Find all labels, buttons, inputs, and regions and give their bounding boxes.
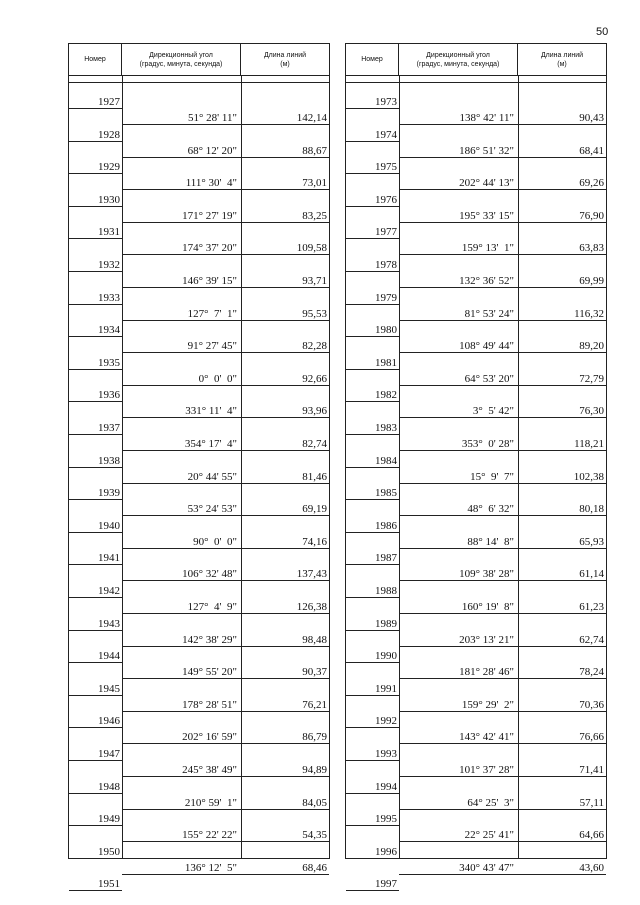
- row-divider: [69, 858, 122, 859]
- row-divider: [122, 417, 329, 418]
- direction-angle: 48° 6' 32": [467, 503, 514, 516]
- row-divider: [122, 809, 329, 810]
- point-number: 1929: [98, 161, 120, 174]
- direction-angle: 132° 36' 52": [459, 275, 514, 287]
- line-length: 94,89: [302, 764, 327, 776]
- row-divider: [399, 841, 606, 842]
- line-length: 88,67: [302, 144, 327, 157]
- line-length: 71,41: [579, 764, 604, 776]
- row-divider: [69, 304, 122, 305]
- line-length: 93,71: [302, 275, 327, 287]
- header-gap-band: [69, 76, 329, 83]
- line-length: 69,99: [579, 275, 604, 287]
- point-number: 1937: [98, 422, 120, 434]
- line-length: 70,36: [579, 698, 604, 711]
- row-divider: [346, 238, 399, 239]
- row-divider: [122, 613, 329, 614]
- row-divider: [399, 189, 606, 190]
- row-divider: [346, 695, 399, 696]
- line-length: 61,23: [579, 601, 604, 613]
- row-divider: [122, 254, 329, 255]
- line-length: 61,14: [579, 568, 604, 581]
- direction-angle: 203° 13' 21": [459, 633, 514, 646]
- point-number: 1984: [375, 454, 397, 467]
- row-divider: [69, 206, 122, 207]
- row-divider: [69, 597, 122, 598]
- direction-angle: 354° 17' 4": [184, 438, 237, 450]
- direction-angle: 0° 0' 0": [198, 372, 237, 385]
- direction-angle: 108° 49' 44": [459, 340, 514, 353]
- direction-angle: 64° 53' 20": [464, 372, 514, 385]
- line-length: 118,21: [574, 438, 604, 450]
- row-divider: [122, 189, 329, 190]
- line-length: 76,21: [302, 698, 327, 711]
- row-divider: [69, 238, 122, 239]
- point-number: 1991: [375, 682, 397, 695]
- point-number: 1940: [98, 519, 120, 532]
- header-angle: Дирекционный угол (градус, минута, секунда): [399, 44, 518, 76]
- row-divider: [122, 678, 329, 679]
- point-number: 1995: [375, 813, 397, 826]
- row-divider: [122, 385, 329, 386]
- row-divider: [346, 858, 399, 859]
- row-divider: [69, 369, 122, 370]
- direction-angle: 90° 0' 0": [193, 535, 237, 548]
- row-divider: [346, 206, 399, 207]
- point-number: 1943: [98, 617, 120, 630]
- row-divider: [69, 793, 122, 794]
- direction-angle: 22° 25' 41": [464, 829, 514, 842]
- row-divider: [399, 548, 606, 549]
- line-length: 90,37: [302, 666, 327, 679]
- row-divider: [122, 841, 329, 842]
- direction-angle: 143° 42' 41": [459, 731, 514, 744]
- direction-angle: 68° 12' 20": [187, 144, 237, 157]
- row-divider: [122, 874, 329, 875]
- row-divider: [346, 662, 399, 663]
- row-divider: [399, 483, 606, 484]
- line-length: 72,79: [579, 372, 604, 385]
- point-number: 1930: [98, 193, 120, 206]
- row-divider: [346, 467, 399, 468]
- row-divider: [69, 336, 122, 337]
- direction-angle: 245° 38' 49": [182, 764, 237, 776]
- row-divider: [346, 499, 399, 500]
- point-number: 1942: [98, 585, 120, 597]
- direction-angle: 106° 32' 48": [182, 568, 237, 581]
- row-divider: [399, 352, 606, 353]
- row-divider: [346, 760, 399, 761]
- direction-angle: 15° 9' 7": [470, 470, 514, 483]
- line-length: 142,14: [296, 112, 327, 124]
- direction-angle: 101° 37' 28": [459, 764, 514, 776]
- row-divider: [122, 515, 329, 516]
- row-divider: [69, 825, 122, 826]
- line-length: 82,74: [302, 438, 327, 450]
- line-length: 73,01: [302, 177, 327, 190]
- point-number: 1993: [375, 748, 397, 760]
- header-angle: Дирекционный угол (градус, минута, секунда): [122, 44, 241, 76]
- point-number: 1977: [375, 226, 397, 239]
- point-number: 1981: [375, 356, 397, 369]
- point-number: 1988: [375, 585, 397, 597]
- direction-angle: 20° 44' 55": [187, 470, 237, 483]
- point-number: 1976: [375, 193, 397, 206]
- row-divider: [122, 450, 329, 451]
- line-length: 83,25: [302, 209, 327, 222]
- row-divider: [346, 304, 399, 305]
- row-divider: [399, 222, 606, 223]
- line-length: 68,46: [302, 861, 327, 874]
- line-length: 76,90: [579, 209, 604, 222]
- line-length: 84,05: [302, 796, 327, 809]
- direction-angle: 149° 55' 20": [182, 666, 237, 679]
- row-divider: [399, 385, 606, 386]
- direction-angle: 202° 16' 59": [182, 731, 237, 744]
- row-divider: [122, 124, 329, 125]
- point-number: 1938: [98, 454, 120, 467]
- row-divider: [69, 434, 122, 435]
- direction-angle: 353° 0' 28": [461, 438, 514, 450]
- direction-angle: 146° 39' 15": [182, 275, 237, 287]
- point-number: 1947: [98, 748, 120, 760]
- row-divider: [69, 564, 122, 565]
- point-number: 1944: [98, 650, 120, 663]
- row-divider: [346, 727, 399, 728]
- row-divider: [399, 417, 606, 418]
- direction-angle: 64° 25' 3": [467, 796, 514, 809]
- header-length: Длина линий (м): [241, 44, 329, 76]
- row-divider: [346, 336, 399, 337]
- row-divider: [399, 613, 606, 614]
- row-divider: [346, 793, 399, 794]
- direction-angle: 81° 53' 24": [464, 307, 514, 320]
- point-number: 1983: [375, 422, 397, 434]
- line-length: 86,79: [302, 731, 327, 744]
- line-length: 93,96: [302, 405, 327, 418]
- row-divider: [346, 532, 399, 533]
- point-number: 1931: [98, 226, 120, 239]
- direction-angle: 91° 27' 45": [187, 340, 237, 353]
- row-divider: [122, 287, 329, 288]
- point-number: 1946: [98, 715, 120, 728]
- point-number: 1936: [98, 389, 120, 402]
- row-divider: [69, 108, 122, 109]
- row-divider: [122, 646, 329, 647]
- point-number: 1997: [375, 878, 397, 891]
- point-number: 1979: [375, 291, 397, 304]
- direction-angle: 159° 29' 2": [461, 698, 514, 711]
- point-number: 1982: [375, 389, 397, 402]
- line-length: 68,41: [579, 144, 604, 157]
- direction-angle: 178° 28' 51": [182, 698, 237, 711]
- row-divider: [399, 874, 606, 875]
- row-divider: [69, 401, 122, 402]
- point-number: 1996: [375, 845, 397, 858]
- line-length: 64,66: [579, 829, 604, 842]
- direction-angle: 138° 42' 11": [459, 112, 514, 124]
- line-length: 92,66: [302, 372, 327, 385]
- direction-angle: 53° 24' 53": [187, 503, 237, 516]
- point-number: 1928: [98, 128, 120, 141]
- row-divider: [69, 499, 122, 500]
- line-length: 116,32: [574, 307, 604, 320]
- row-divider: [69, 890, 122, 891]
- row-divider: [346, 597, 399, 598]
- row-divider: [399, 254, 606, 255]
- row-divider: [69, 467, 122, 468]
- point-number: 1941: [98, 552, 120, 565]
- point-number: 1932: [98, 259, 120, 271]
- line-length: 90,43: [579, 112, 604, 124]
- point-number: 1935: [98, 356, 120, 369]
- row-divider: [122, 548, 329, 549]
- row-divider: [122, 157, 329, 158]
- direction-angle: 51° 28' 11": [188, 112, 237, 124]
- line-length: 95,53: [302, 307, 327, 320]
- line-length: 98,48: [302, 633, 327, 646]
- row-divider: [399, 515, 606, 516]
- row-divider: [69, 662, 122, 663]
- row-divider: [69, 695, 122, 696]
- point-number: 1975: [375, 161, 397, 174]
- direction-angle: 159° 13' 1": [461, 242, 514, 255]
- line-length: 76,30: [579, 405, 604, 418]
- line-length: 80,18: [579, 503, 604, 516]
- direction-angle: 195° 33' 15": [459, 209, 514, 222]
- direction-angle: 160° 19' 8": [461, 601, 514, 613]
- point-number: 1948: [98, 780, 120, 793]
- row-divider: [346, 890, 399, 891]
- row-divider: [346, 108, 399, 109]
- direction-angle: 340° 43' 47": [459, 861, 514, 874]
- point-number: 1990: [375, 650, 397, 663]
- header-number: Номер: [346, 44, 399, 76]
- row-divider: [69, 760, 122, 761]
- direction-angle: 331° 11' 4": [185, 405, 237, 418]
- row-divider: [122, 711, 329, 712]
- header-length: Длина линий (м): [518, 44, 606, 76]
- line-length: 109,58: [296, 242, 327, 255]
- row-divider: [69, 141, 122, 142]
- row-divider: [399, 450, 606, 451]
- left-coordinates-table: [68, 43, 330, 891]
- row-divider: [122, 776, 329, 777]
- point-number: 1985: [375, 487, 397, 500]
- row-divider: [346, 564, 399, 565]
- point-number: 1987: [375, 552, 397, 565]
- row-divider: [399, 743, 606, 744]
- header-number: Номер: [69, 44, 122, 76]
- row-divider: [399, 646, 606, 647]
- row-divider: [122, 352, 329, 353]
- page-number: 50: [596, 26, 609, 38]
- line-length: 89,20: [579, 340, 604, 353]
- line-length: 63,83: [579, 242, 604, 255]
- row-divider: [399, 287, 606, 288]
- direction-angle: 202° 44' 13": [459, 177, 514, 190]
- point-number: 1978: [375, 259, 397, 271]
- line-length: 82,28: [302, 340, 327, 353]
- line-length: 54,35: [302, 829, 327, 842]
- row-divider: [399, 776, 606, 777]
- point-number: 1939: [98, 487, 120, 500]
- line-length: 69,26: [579, 177, 604, 190]
- point-number: 1986: [375, 519, 397, 532]
- direction-angle: 127° 7' 1": [187, 307, 237, 320]
- row-divider: [399, 678, 606, 679]
- line-length: 76,66: [579, 731, 604, 744]
- row-divider: [122, 222, 329, 223]
- point-number: 1989: [375, 617, 397, 630]
- row-divider: [122, 483, 329, 484]
- direction-angle: 3° 5' 42": [472, 405, 514, 418]
- row-divider: [346, 141, 399, 142]
- point-number: 1992: [375, 715, 397, 728]
- row-divider: [346, 630, 399, 631]
- direction-angle: 210° 59' 1": [184, 796, 237, 809]
- row-divider: [122, 743, 329, 744]
- row-divider: [122, 320, 329, 321]
- line-length: 81,46: [302, 470, 327, 483]
- row-divider: [69, 727, 122, 728]
- direction-angle: 181° 28' 46": [459, 666, 514, 679]
- line-length: 126,38: [296, 601, 327, 613]
- point-number: 1934: [98, 324, 120, 337]
- line-length: 137,43: [296, 568, 327, 581]
- right-coordinates-table: [345, 43, 607, 891]
- row-divider: [399, 320, 606, 321]
- row-divider: [346, 825, 399, 826]
- point-number: 1994: [375, 780, 397, 793]
- point-number: 1933: [98, 291, 120, 304]
- point-number: 1949: [98, 813, 120, 826]
- point-number: 1974: [375, 128, 397, 141]
- row-divider: [346, 173, 399, 174]
- row-divider: [69, 271, 122, 272]
- direction-angle: 111° 30' 4": [185, 177, 237, 190]
- direction-angle: 171° 27' 19": [182, 209, 237, 222]
- line-length: 65,93: [579, 535, 604, 548]
- row-divider: [399, 124, 606, 125]
- row-divider: [346, 401, 399, 402]
- line-length: 69,19: [302, 503, 327, 516]
- line-length: 43,60: [579, 861, 604, 874]
- point-number: 1950: [98, 845, 120, 858]
- line-length: 78,24: [579, 666, 604, 679]
- row-divider: [346, 369, 399, 370]
- direction-angle: 142° 38' 29": [182, 633, 237, 646]
- line-length: 74,16: [302, 535, 327, 548]
- row-divider: [69, 532, 122, 533]
- point-number: 1927: [98, 96, 120, 108]
- direction-angle: 127° 4' 9": [187, 601, 237, 613]
- direction-angle: 186° 51' 32": [459, 144, 514, 157]
- direction-angle: 88° 14' 8": [467, 535, 514, 548]
- row-divider: [399, 580, 606, 581]
- row-divider: [399, 809, 606, 810]
- row-divider: [399, 711, 606, 712]
- point-number: 1945: [98, 682, 120, 695]
- row-divider: [346, 271, 399, 272]
- row-divider: [346, 434, 399, 435]
- point-number: 1973: [375, 96, 397, 108]
- line-length: 57,11: [579, 796, 604, 809]
- direction-angle: 174° 37' 20": [182, 242, 237, 255]
- line-length: 62,74: [579, 633, 604, 646]
- row-divider: [69, 630, 122, 631]
- direction-angle: 155° 22' 22": [182, 829, 237, 842]
- row-divider: [122, 580, 329, 581]
- row-divider: [69, 173, 122, 174]
- point-number: 1980: [375, 324, 397, 337]
- row-divider: [399, 157, 606, 158]
- point-number: 1951: [98, 878, 120, 891]
- line-length: 102,38: [573, 470, 604, 483]
- direction-angle: 136° 12' 5": [184, 861, 237, 874]
- direction-angle: 109° 38' 28": [459, 568, 514, 581]
- header-gap-band: [346, 76, 606, 83]
